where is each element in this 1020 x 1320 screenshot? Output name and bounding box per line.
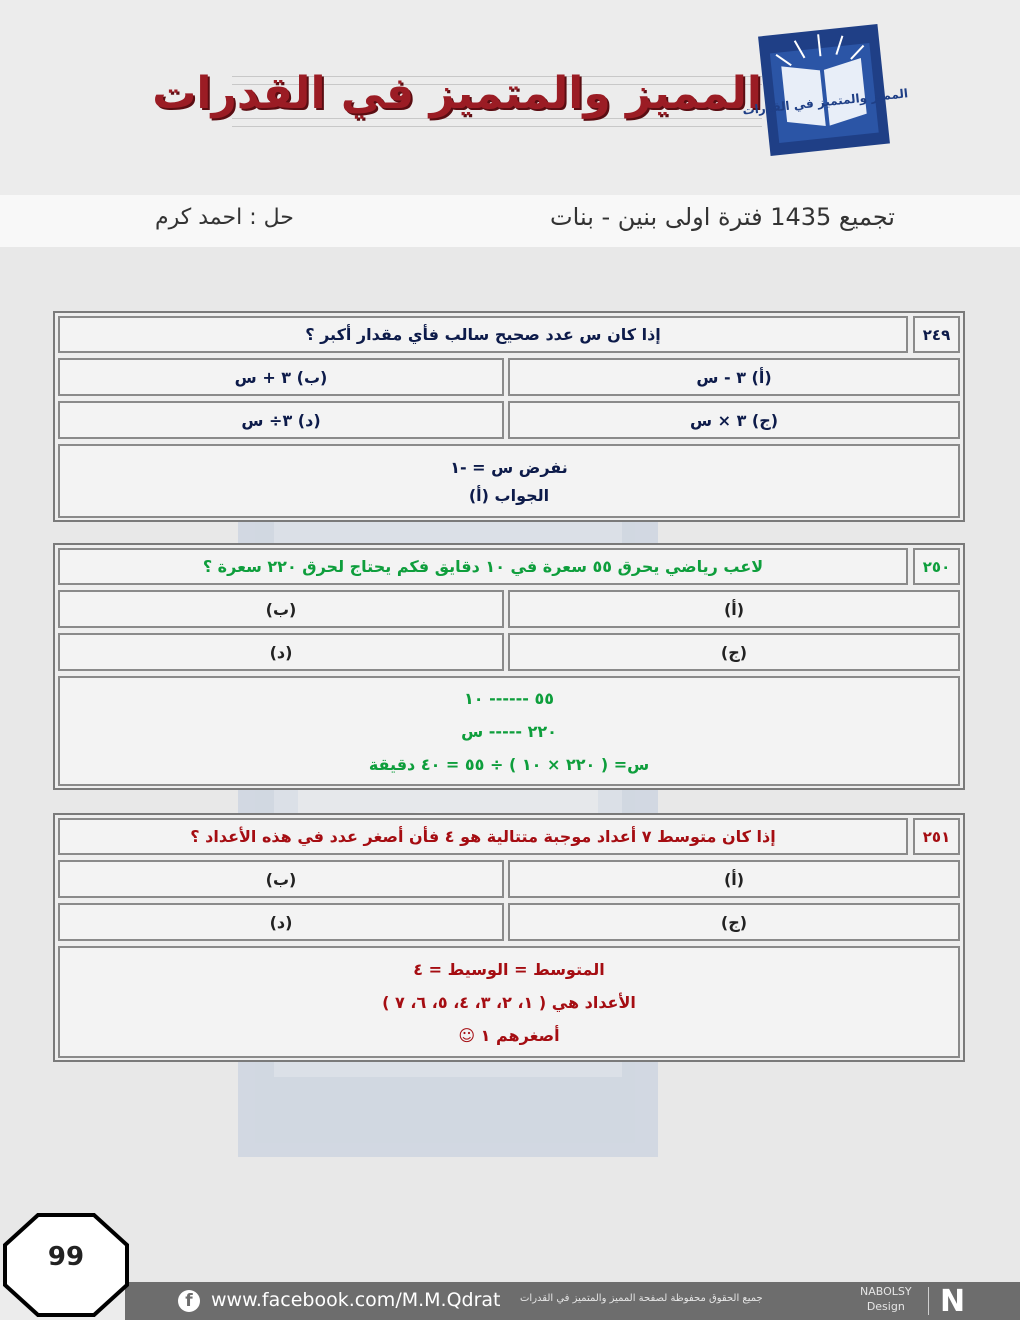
footer-divider [928,1287,929,1315]
answer-line: الجواب (أ) [468,485,550,505]
designer-credit [860,1284,912,1314]
subheader-bar [0,195,1020,247]
option-c: (ج) [508,903,960,941]
question-text: إذا كان س عدد صحيح سالب فأي مقدار أكبر ؟ [58,316,908,353]
answer-line: المتوسط = الوسيط = ٤ [413,959,605,979]
answer-line: ٢٢٠ ----- س [461,721,557,741]
answer-line: أصغرهم ١ ☺ [458,1025,560,1045]
answer-explanation [58,444,960,518]
page-footer [125,1282,1020,1320]
question-number: ٢٤٩ [913,316,960,353]
facebook-icon[interactable]: f [178,1290,200,1312]
page-header [0,0,1020,195]
question-text: إذا كان متوسط ٧ أعداد موجبة متتالية هو ٤ فأن أصغر عدد في هذه الأعداد ؟ [58,818,908,855]
designer-logo: N [940,1284,966,1319]
answer-explanation [58,946,960,1058]
option-c: (ج) [508,633,960,671]
option-d: (د) ٣÷ س [58,401,504,439]
svg-text:المميز والمتميز في القدرات: المميز والمتميز في القدرات [741,86,909,118]
site-title: المميز والمتميز في القدرات [152,68,762,119]
option-b: (ب) ٣ + س [58,358,504,396]
question-number: ٢٥١ [913,818,960,855]
option-d: (د) [58,633,504,671]
designer-name: NABOLSY [860,1285,912,1298]
option-a: (أ) [508,590,960,628]
collection-title: تجميع 1435 فترة اولى بنين - بنات [550,203,895,231]
answer-line: س= ( ٢٢٠ × ١٠ ) ÷ ٥٥ = ٤٠ دقيقة [368,754,650,774]
option-b: (ب) [58,860,504,898]
page-number: 99 [47,1242,85,1272]
solver-credit: حل : احمد كرم [155,205,294,230]
answer-explanation [58,676,960,786]
option-b: (ب) [58,590,504,628]
option-d: (د) [58,903,504,941]
answer-line: ٥٥ ------ ١٠ [463,688,555,708]
answer-line: الأعداد هي ( ١، ٢، ٣، ٤، ٥، ٦، ٧ ) [382,992,636,1012]
question-block-251 [53,813,965,1062]
question-number: ٢٥٠ [913,548,960,585]
question-block-249 [53,311,965,522]
book-logo-icon [741,26,909,154]
option-c: (ج) ٣ × س [508,401,960,439]
copyright-text: جميع الحقوق محفوظة لصفحة المميز والمتميز في القدرات [520,1293,763,1304]
option-a: (أ) [508,860,960,898]
designer-label: Design [866,1300,905,1313]
option-a: (أ) ٣ - س [508,358,960,396]
answer-line: نفرض س = -١ [450,457,568,477]
question-text: لاعب رياضي يحرق ٥٥ سعرة في ١٠ دقايق فكم يحتاج لحرق ٢٢٠ سعرة ؟ [58,548,908,585]
facebook-link[interactable]: www.facebook.com/M.M.Qdrat [211,1289,501,1311]
question-block-250 [53,543,965,790]
